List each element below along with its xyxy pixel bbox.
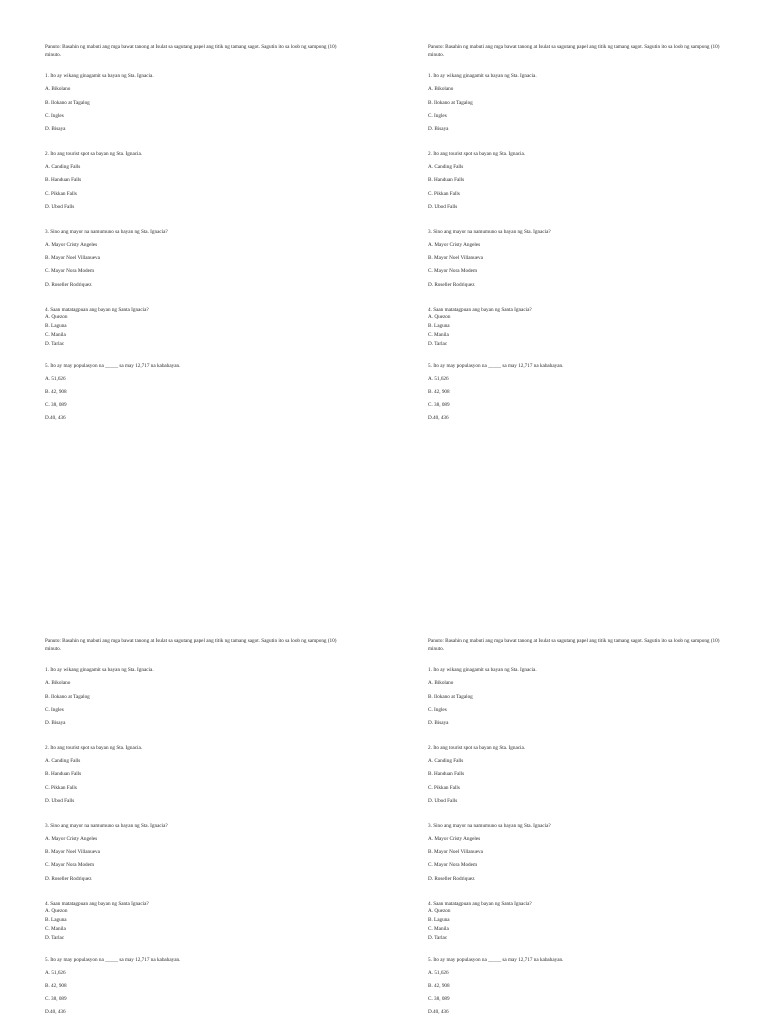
option: C. 38, 089 (45, 402, 67, 409)
option: C. Ingles (45, 112, 64, 119)
option: D.40, 436 (45, 1009, 66, 1016)
question-2: 2. Ito ang tourist spot sa bayan ng Sta. Ignacia. (45, 744, 143, 751)
option: B. Laguna (428, 322, 450, 329)
option: B. Mayor Noel Villanueva (428, 255, 483, 262)
option: C. Pikkan Falls (45, 190, 77, 197)
quiz-copy-top-left (45, 43, 345, 422)
option: D. Roseller Rodriquez (428, 875, 475, 882)
option: A. Bikolano (428, 86, 454, 93)
option: B. Handuan Falls (428, 177, 465, 184)
question-2: 2. Ito ang tourist spot sa bayan ng Sta. Ignacia. (428, 744, 526, 751)
option: D. Bisaya (428, 125, 449, 132)
option: B. Laguna (45, 916, 67, 923)
option: C. Mayor Nora Modem (45, 862, 94, 869)
option: C. Mayor Nora Modem (45, 268, 94, 275)
option: A. 51,626 (45, 375, 66, 382)
option: A. Quezon (45, 908, 68, 915)
option: C. Pikkan Falls (428, 784, 460, 791)
option: B. Handuan Falls (45, 177, 82, 184)
option: D. Tarlac (45, 340, 65, 347)
option: C. 38, 089 (428, 402, 450, 409)
option: A. Canding Falls (45, 758, 81, 765)
option: D. Ubod Falls (45, 797, 75, 804)
option: C. 38, 089 (45, 996, 67, 1003)
option: A. Mayor Cristy Angeles (45, 241, 98, 248)
option: B. 42, 908 (428, 388, 450, 395)
option: B. 42, 908 (428, 982, 450, 989)
option: D.40, 436 (428, 1009, 449, 1016)
option: B. Mayor Noel Villanueva (45, 849, 100, 856)
quiz-copy-top-right (428, 43, 728, 422)
question-3: 3. Sino ang mayor na namumuno sa bayan ng Sta. Ignacia? (45, 228, 168, 235)
option: A. Quezon (428, 908, 451, 915)
option: B. Ilokano at Tagalog (45, 99, 90, 106)
option: D. Roseller Rodriquez (45, 875, 92, 882)
option: A. Bikolano (45, 680, 71, 687)
option: C. Ingles (428, 706, 447, 713)
option: C. Pikkan Falls (428, 190, 460, 197)
option: C. Pikkan Falls (45, 784, 77, 791)
question-4: 4. Saan matatagpuan ang bayan ng Santa Ignacia? (45, 900, 149, 907)
option: C. Manila (45, 331, 66, 338)
option: D. Bisaya (45, 719, 66, 726)
question-3: 3. Sino ang mayor na namumuno sa bayan ng Sta. Ignacia? (428, 228, 551, 235)
option: A. Bikolano (428, 680, 454, 687)
question-5: 5. Ito ay may populasyon na _____ sa may 12,717 na kabahayan. (45, 362, 181, 369)
option: C. 38, 089 (428, 996, 450, 1003)
option: A. Canding Falls (45, 164, 81, 171)
question-2: 2. Ito ang tourist spot sa bayan ng Sta. Ignacia. (428, 150, 526, 157)
option: B. Handuan Falls (45, 771, 82, 778)
option: B. 42, 908 (45, 388, 67, 395)
option: C. Manila (428, 925, 449, 932)
question-5: 5. Ito ay may populasyon na _____ sa may 12,717 na kabahayan. (45, 956, 181, 963)
question-5: 5. Ito ay may populasyon na _____ sa may 12,717 na kabahayan. (428, 362, 564, 369)
option: B. 42, 908 (45, 982, 67, 989)
question-1: 1. Ito ay wikang ginagamit sa bayan ng Sta. Ignacia. (428, 667, 537, 674)
option: D. Ubod Falls (428, 203, 458, 210)
option: B. Mayor Noel Villanueva (428, 849, 483, 856)
instructions: Panuto: Basahin ng mabuti ang mga bawat tanong at Isulat sa sagutang papel ang titik ng tamang sagot. Sagutin ito sa loob ng sampong (10) minuto. (45, 44, 337, 59)
question-1: 1. Ito ay wikang ginagamit sa bayan ng Sta. Ignacia. (428, 73, 537, 80)
question-4: 4. Saan matatagpuan ang bayan ng Santa Ignacia? (428, 306, 532, 313)
instructions: Panuto: Basahin ng mabuti ang mga bawat tanong at Isulat sa sagutang papel ang titik ng tamang sagot. Sagutin ito sa loob ng sampong (10) minuto. (428, 44, 720, 59)
option: B. Laguna (45, 322, 67, 329)
question-3: 3. Sino ang mayor na namumuno sa bayan ng Sta. Ignacia? (45, 822, 168, 829)
option: B. Handuan Falls (428, 771, 465, 778)
option: B. Ilokano at Tagalog (428, 99, 473, 106)
option: C. Manila (428, 331, 449, 338)
option: D. Roseller Rodriquez (428, 281, 475, 288)
option: A. Canding Falls (428, 164, 464, 171)
option: C. Mayor Nora Modem (428, 268, 477, 275)
option: A. Canding Falls (428, 758, 464, 765)
option: D. Tarlac (428, 934, 448, 941)
option: D. Tarlac (428, 340, 448, 347)
option: C. Ingles (45, 706, 64, 713)
option: D.40, 436 (45, 415, 66, 422)
option: D. Ubod Falls (45, 203, 75, 210)
question-3: 3. Sino ang mayor na namumuno sa bayan ng Sta. Ignacia? (428, 822, 551, 829)
option: D. Bisaya (428, 719, 449, 726)
question-1: 1. Ito ay wikang ginagamit sa bayan ng Sta. Ignacia. (45, 73, 154, 80)
instructions: Panuto: Basahin ng mabuti ang mga bawat tanong at Isulat sa sagutang papel ang titik ng tamang sagot. Sagutin ito sa loob ng sampong (10) minuto. (45, 638, 337, 653)
option: D.40, 436 (428, 415, 449, 422)
option: A. Bikolano (45, 86, 71, 93)
option: B. Mayor Noel Villanueva (45, 255, 100, 262)
question-4: 4. Saan matatagpuan ang bayan ng Santa Ignacia? (428, 900, 532, 907)
option: A. 51,626 (428, 375, 449, 382)
option: D. Tarlac (45, 934, 65, 941)
option: C. Mayor Nora Modem (428, 862, 477, 869)
question-1: 1. Ito ay wikang ginagamit sa bayan ng Sta. Ignacia. (45, 667, 154, 674)
option: A. 51,626 (428, 969, 449, 976)
option: A. Mayor Cristy Angeles (428, 835, 481, 842)
option: A. Quezon (428, 314, 451, 321)
option: B. Ilokano at Tagalog (45, 693, 90, 700)
option: A. 51,626 (45, 969, 66, 976)
instructions: Panuto: Basahin ng mabuti ang mga bawat tanong at Isulat sa sagutang papel ang titik ng tamang sagot. Sagutin ito sa loob ng sampong (10) minuto. (428, 638, 720, 653)
question-2: 2. Ito ang tourist spot sa bayan ng Sta. Ignacia. (45, 150, 143, 157)
option: C. Manila (45, 925, 66, 932)
question-5: 5. Ito ay may populasyon na _____ sa may 12,717 na kabahayan. (428, 956, 564, 963)
quiz-copy-bottom-left (45, 637, 345, 1016)
option: C. Ingles (428, 112, 447, 119)
question-4: 4. Saan matatagpuan ang bayan ng Santa Ignacia? (45, 306, 149, 313)
option: D. Roseller Rodriquez (45, 281, 92, 288)
option: A. Mayor Cristy Angeles (428, 241, 481, 248)
option: D. Ubod Falls (428, 797, 458, 804)
option: B. Ilokano at Tagalog (428, 693, 473, 700)
option: A. Mayor Cristy Angeles (45, 835, 98, 842)
quiz-copy-bottom-right (428, 637, 728, 1016)
option: B. Laguna (428, 916, 450, 923)
option: A. Quezon (45, 314, 68, 321)
option: D. Bisaya (45, 125, 66, 132)
